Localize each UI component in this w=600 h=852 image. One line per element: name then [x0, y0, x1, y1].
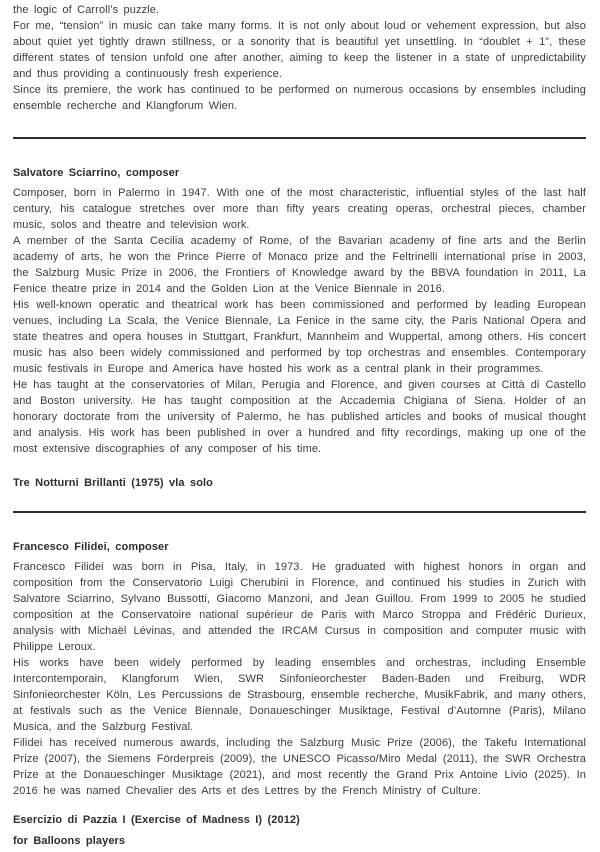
section-divider	[13, 137, 586, 139]
composer-heading-filidei: Francesco Filidei, composer	[13, 541, 169, 553]
work-title-esercizio: Esercizio di Pazzia I (Exercise of Madness I) (2012)	[13, 814, 300, 826]
composer-heading-sciarrino: Salvatore Sciarrino, composer	[13, 167, 180, 179]
work-title-tre-notturni: Tre Notturni Brillanti (1975) vla solo	[13, 477, 214, 489]
intro-fragment-line: the logic of Carroll’s puzzle.	[13, 4, 160, 16]
intro-paragraph-premiere: Since its premiere, the work has continued to be performed on numerous occasions by ensembles including ensemble recherche and Klangforum Wien.	[13, 84, 586, 112]
filidei-paragraph-awards: Filidei has received numerous awards, including the Salzburg Music Prize (2006), the Takefu International Prize (2007), the Siemens Förderpreis (2009), the UNESCO Picasso/Miro Medal (2011), the SWR Orchestra Prize at the Donaueschinger Musiktage (2021), and most recently the Grand Prix Antoine Livio (2025). In 2016 he was named Chevalier des Arts et des Lettres by the French Ministry of Culture.	[13, 737, 586, 797]
filidei-paragraph-ensembles: His works have been widely performed by leading ensembles and orchestras, including Ensemble Intercontemporain, Klangforum Wien, SWR Sinfonieorchester Baden-Baden und Freiburg, WDR Sinfonieorchester Köln, Les Percussions de Strasbourg, ensemble recherche, MusikFabrik, and many others, at festivals such as the Venice Biennale, Donaueschinger Musiktage, Festival d’Automne (Paris), Milano Musica, and the Salzburg Festival.	[13, 657, 586, 733]
intro-paragraph-tension: For me, “tension” in music can take many forms. It is not only about loud or vehement expression, but also about quiet yet tightly drawn stillness, or a sonority that is beautiful yet unsettling. In “doublet + 1”, these different states of tension unfold one after another, aiming to keep the listener in a state of unpredictability and thus providing a continuously fresh experience.	[13, 20, 586, 80]
section-divider	[13, 511, 586, 513]
work-subtitle-balloons: for Balloons players	[13, 835, 126, 847]
sciarrino-paragraph-teaching: He has taught at the conservatories of Milan, Perugia and Florence, and given courses at Città di Castello and Boston university. He has taught composition at the Accademia Chigiana of Siena. Holder of an honorary doctorate from the university of Palermo, he has published articles and books of musical thought and analysis. His work has been published in over a hundred and fifty recordings, making up one of the most extensive discographies of any composer of his time.	[13, 379, 586, 455]
filidei-paragraph-bio: Francesco Filidei was born in Pisa, Italy, in 1973. He graduated with highest honors in organ and composition from the Conservatorio Luigi Cherubini in Florence, and continued his studies in Zurich with Salvatore Sciarrino, Sylvano Bussotti, Giacomo Manzoni, and Jean Guillou. From 1999 to 2005 he studied composition at the Conservatoire national supérieur de Paris with Marco Stroppa and Frédéric Durieux, analysis with Michaël Lévinas, and attended the IRCAM Cursus in composition and computer music with Philippe Leroux.	[13, 561, 586, 653]
sciarrino-paragraph-venues: His well-known operatic and theatrical work has been commissioned and performed by leading European venues, including La Scala, the Venice Biennale, La Fenice in the same city, the Paris National Opera and state theatres and opera houses in Stuttgart, Frankfurt, Mannheim and Wuppertal, among others. His concert music has also been widely commissioned and performed by top orchestras and ensembles. Contemporary music festivals in Europe and America have hosted his work as a central plank in their programmes.	[13, 299, 586, 375]
sciarrino-paragraph-bio: Composer, born in Palermo in 1947. With one of the most characteristic, influential styles of the last half century, his catalogue stretches over more than fifty years creating operas, orchestral pieces, chamber music, solos and theatre and television work.	[13, 187, 586, 231]
sciarrino-paragraph-prizes: A member of the Santa Cecilia academy of Rome, of the Bavarian academy of fine arts and the Berlin academy of arts, he won the Prince Pierre of Monaco prize and the Feltrinelli international prise in 2003, the Salzburg Music Prize in 2006, the Frontiers of Knowledge award by the BBVA foundation in 2011, La Fenice theatre prize in 2014 and the Golden Lion at the Venice Biennale in 2016.	[13, 235, 586, 295]
